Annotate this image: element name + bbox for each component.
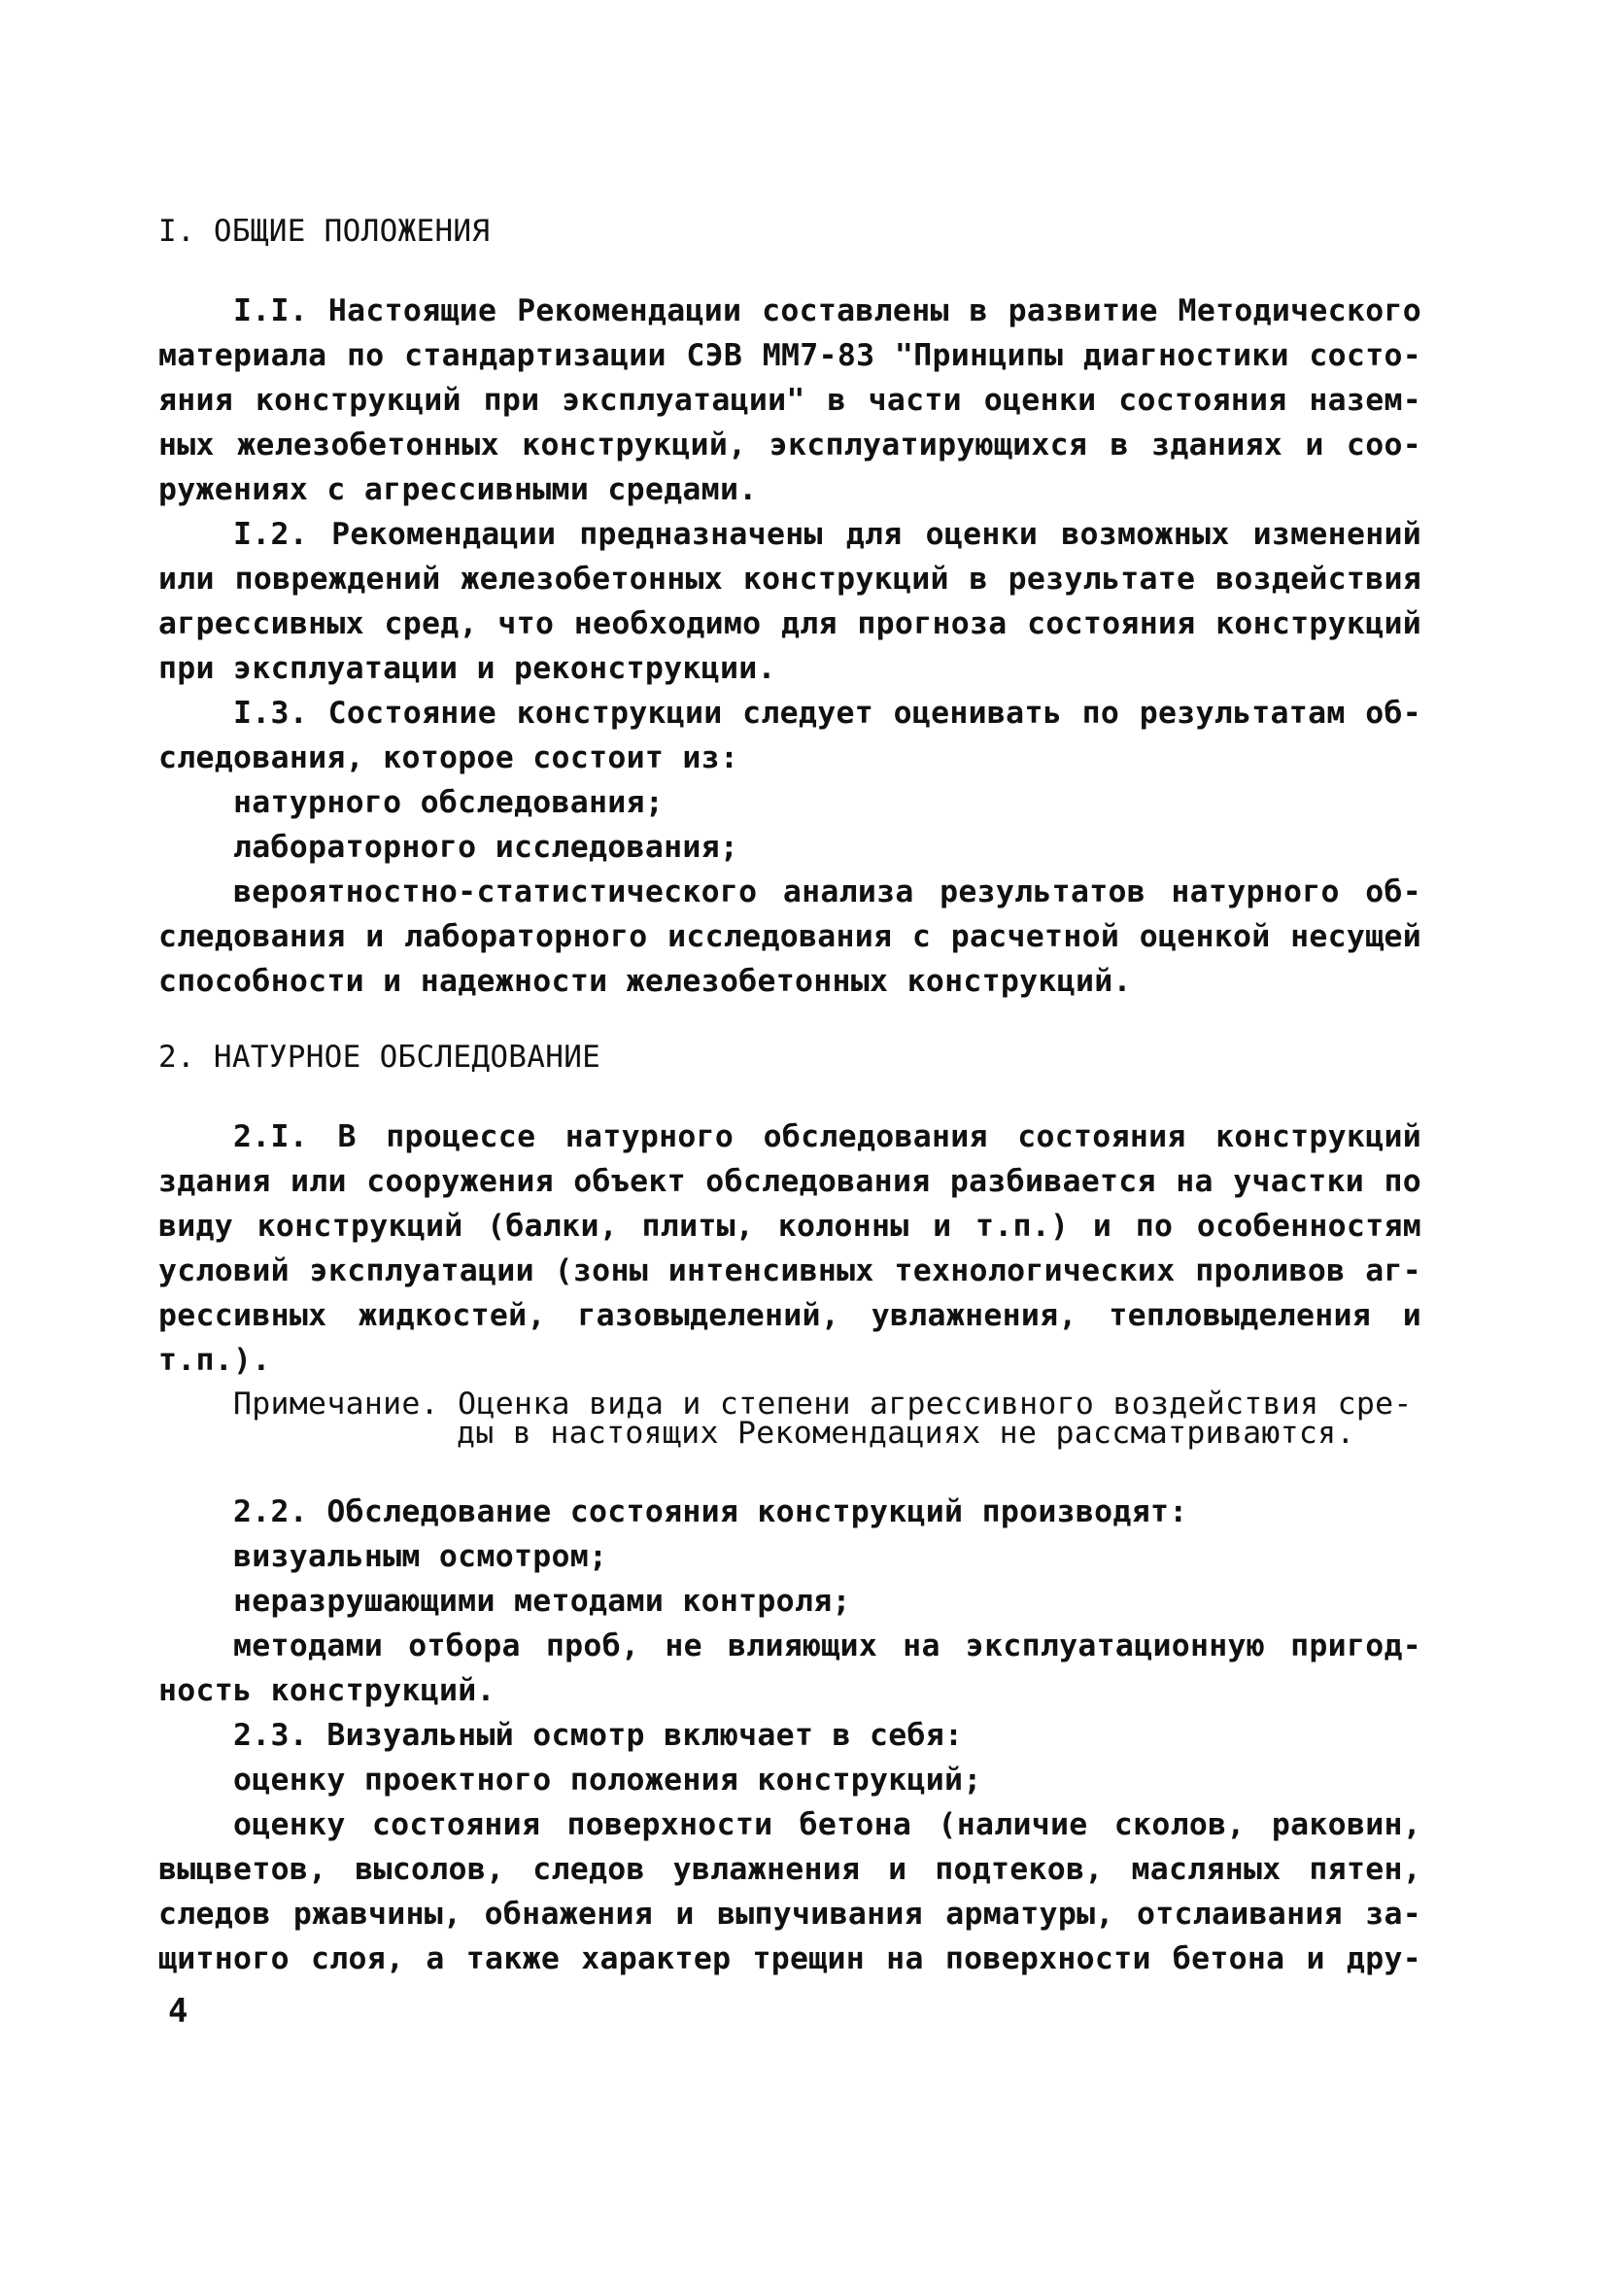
- list-item: методами отбора проб, не влияющих на эксплуатационную пригод-: [233, 1628, 1421, 1663]
- para-1-2-line: при эксплуатации и реконструкции.: [158, 651, 776, 686]
- para-2-1-line: 2.I. В процессе натурного обследования состояния конструкций: [233, 1119, 1421, 1154]
- para-1-1-line: ных железобетонных конструкций, эксплуатирующихся в зданиях и соо-: [158, 428, 1421, 463]
- para-1-2-line: или повреждений железобетонных конструкций в результате воздействия: [158, 562, 1421, 597]
- section-2-heading: 2. НАТУРНОЕ ОБСЛЕДОВАНИЕ: [158, 1040, 601, 1075]
- para-1-3-line: следования, которое состоит из:: [158, 740, 739, 775]
- note-line: Примечание. Оценка вида и степени агрессивного воздействия сре-: [233, 1387, 1413, 1422]
- para-2-1-line: здания или сооружения объект обследования разбивается на участки по: [158, 1164, 1421, 1199]
- para-1-3-line: I.3. Состояние конструкции следует оценивать по результатам об-: [233, 696, 1421, 731]
- para-2-2-line: 2.2. Обследование состояния конструкций производят:: [233, 1494, 1188, 1529]
- list-item: визуальным осмотром;: [233, 1539, 608, 1574]
- list-item: вероятностно-статистического анализа результатов натурного об-: [233, 874, 1421, 909]
- para-2-1-line: виду конструкций (балки, плиты, колонны и т.п.) и по особенностям: [158, 1209, 1421, 1244]
- section-1-heading: I. ОБЩИЕ ПОЛОЖЕНИЯ: [158, 214, 491, 249]
- list-item: оценку проектного положения конструкций;: [233, 1763, 982, 1798]
- para-2-3-line: выцветов, высолов, следов увлажнения и подтеков, масляных пятен,: [158, 1852, 1421, 1887]
- para-1-1-line: материала по стандартизации СЭВ ММ7-83 "Принципы диагностики состо-: [158, 338, 1421, 373]
- para-1-3-line: способности и надежности железобетонных конструкций.: [158, 964, 1132, 999]
- para-1-1-line: I.I. Настоящие Рекомендации составлены в развитие Методического: [233, 293, 1421, 328]
- para-2-3-line: 2.3. Визуальный осмотр включает в себя:: [233, 1718, 964, 1753]
- para-2-2-line: ность конструкций.: [158, 1673, 496, 1708]
- para-2-1-line: условий эксплуатации (зоны интенсивных технологических проливов аг-: [158, 1253, 1421, 1288]
- para-1-3-line: следования и лабораторного исследования с расчетной оценкой несущей: [158, 919, 1421, 954]
- para-1-2-line: I.2. Рекомендации предназначены для оценки возможных изменений: [233, 517, 1421, 552]
- page-number: 4: [168, 1992, 188, 2031]
- list-item: неразрушающими методами контроля;: [233, 1584, 851, 1619]
- para-1-1-line: яния конструкций при эксплуатации" в части оценки состояния назем-: [158, 383, 1421, 418]
- para-2-1-line: рессивных жидкостей, газовыделений, увлажнения, тепловыделения и: [158, 1298, 1421, 1333]
- para-1-1-line: ружениях с агрессивными средами.: [158, 472, 758, 507]
- list-item: оценку состояния поверхности бетона (наличие сколов, раковин,: [233, 1807, 1421, 1842]
- para-2-3-line: щитного слоя, а также характер трещин на поверхности бетона и дру-: [158, 1941, 1421, 1976]
- list-item: лабораторного исследования;: [233, 830, 739, 865]
- list-item: натурного обследования;: [233, 785, 665, 820]
- para-2-1-line: т.п.).: [158, 1343, 271, 1378]
- para-1-2-line: агрессивных сред, что необходимо для прогноза состояния конструкций: [158, 606, 1421, 641]
- para-2-3-line: следов ржавчины, обнажения и выпучивания арматуры, отслаивания за-: [158, 1897, 1421, 1932]
- note-line: ды в настоящих Рекомендациях не рассматриваются.: [457, 1416, 1355, 1451]
